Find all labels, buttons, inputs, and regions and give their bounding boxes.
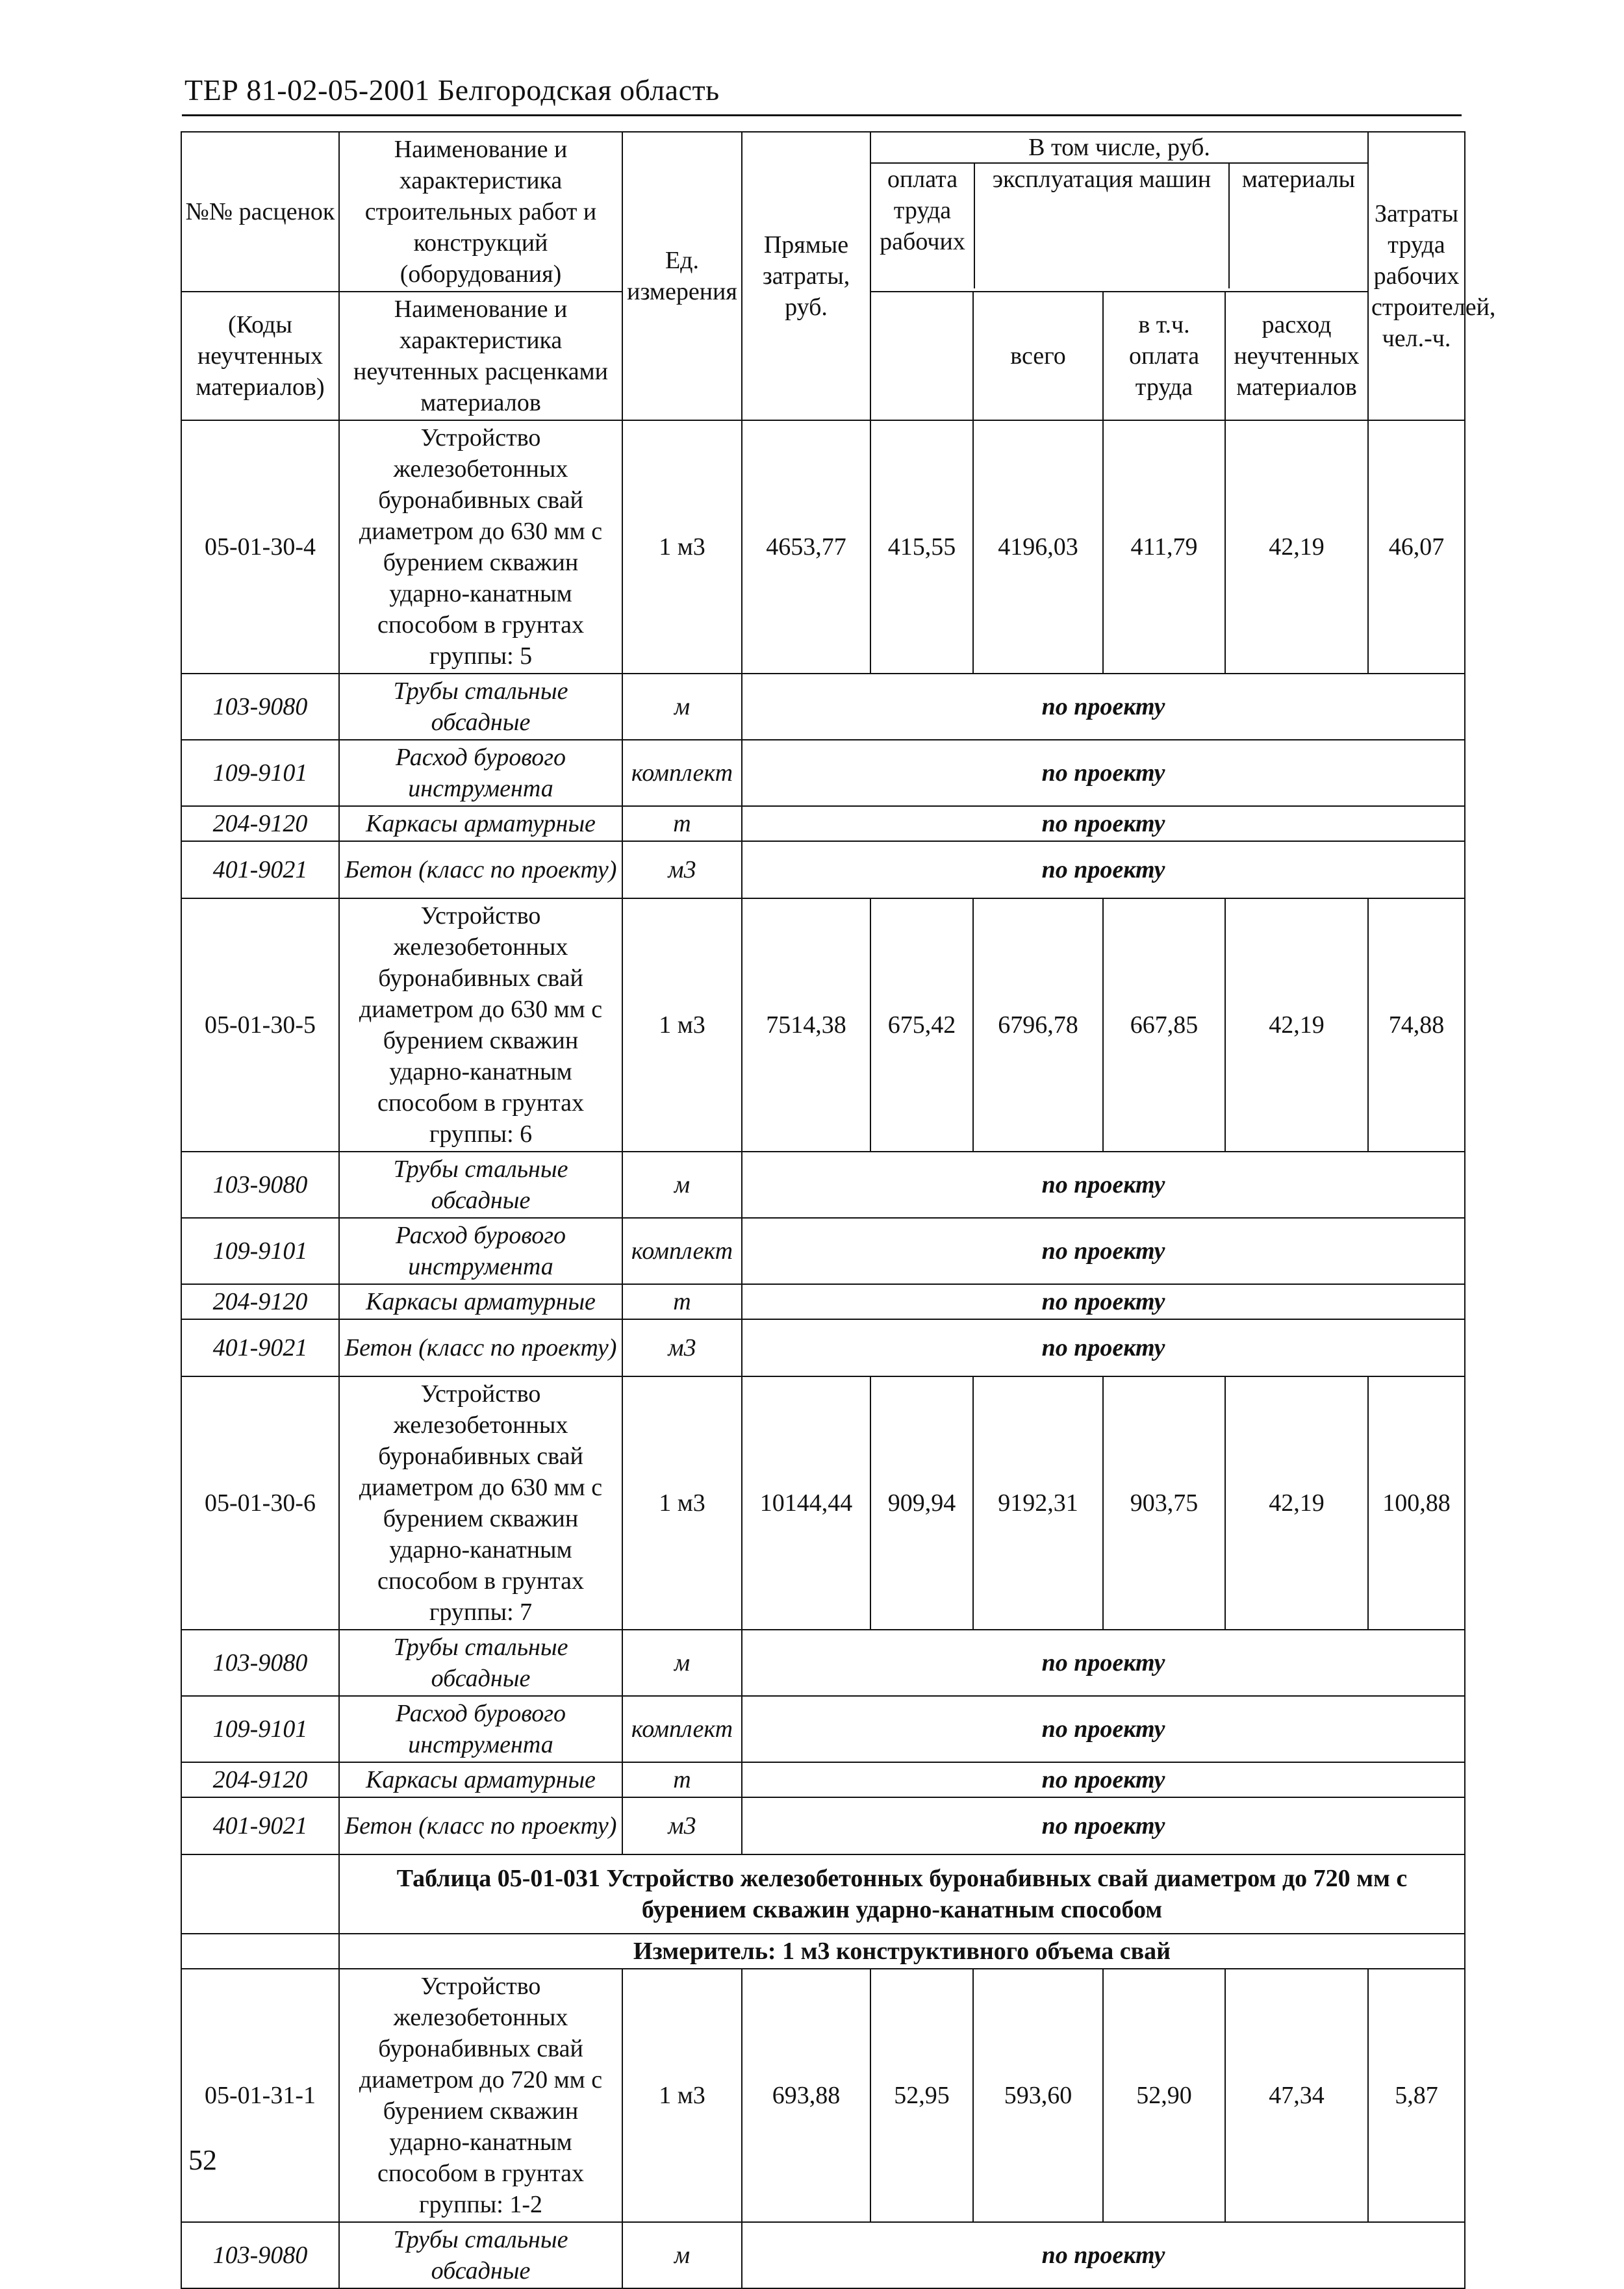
material-value: по проекту <box>742 1696 1465 1762</box>
material-value: по проекту <box>742 2222 1465 2288</box>
material-code: 204-9120 <box>181 806 339 841</box>
material-unit: м3 <box>622 1319 742 1376</box>
rate-labor: 74,88 <box>1368 898 1465 1152</box>
rates-table <box>181 131 1496 2289</box>
material-unit: т <box>622 1284 742 1319</box>
page-number: 52 <box>188 2144 217 2176</box>
rate-materials: 42,19 <box>1225 420 1368 674</box>
col-labor-header: Затраты труда рабочих строителей, чел.-ч. <box>1368 132 1465 420</box>
rate-unit: 1 м3 <box>622 1969 742 2222</box>
material-unit: м <box>622 1630 742 1696</box>
material-row <box>181 1218 1465 1284</box>
material-value: по проекту <box>742 674 1465 740</box>
material-unit: комплект <box>622 1696 742 1762</box>
material-value: по проекту <box>742 806 1465 841</box>
material-value: по проекту <box>742 1630 1465 1696</box>
material-row <box>181 740 1465 806</box>
material-row <box>181 1762 1465 1797</box>
rate-code: 05-01-30-4 <box>181 420 339 674</box>
rate-unit: 1 м3 <box>622 420 742 674</box>
rate-direct: 693,88 <box>742 1969 870 2222</box>
material-unit: комплект <box>622 1218 742 1284</box>
rate-code: 05-01-31-1 <box>181 1969 339 2222</box>
material-row <box>181 1284 1465 1319</box>
rate-code: 05-01-30-6 <box>181 1376 339 1630</box>
col-incl-header: В том числе, руб. <box>871 133 1367 164</box>
rate-wage: 675,42 <box>870 898 973 1152</box>
rate-mach-wage: 411,79 <box>1103 420 1225 674</box>
material-unit: м <box>622 1152 742 1218</box>
rate-name: Устройство железобетонных буронабивных свай диаметром до 720 мм с бурением скважин ударно-канатным способом в грунтах группы: 1-2 <box>339 1969 622 2222</box>
material-name: Каркасы арматурные <box>339 1284 622 1319</box>
rate-direct: 7514,38 <box>742 898 870 1152</box>
material-value: по проекту <box>742 1797 1465 1854</box>
material-value: по проекту <box>742 841 1465 898</box>
material-unit: м <box>622 2222 742 2288</box>
material-row <box>181 1319 1465 1376</box>
material-unit: м3 <box>622 841 742 898</box>
material-value: по проекту <box>742 1284 1465 1319</box>
rate-wage: 415,55 <box>870 420 973 674</box>
page-header: ТЕР 81-02-05-2001 Белгородская область <box>184 73 720 107</box>
material-name: Трубы стальные обсадные <box>339 1630 622 1696</box>
col-direct-header: Прямые затраты, руб. <box>742 132 870 420</box>
rate-mach-total: 593,60 <box>973 1969 1103 2222</box>
rate-labor: 5,87 <box>1368 1969 1465 2222</box>
material-name: Каркасы арматурные <box>339 806 622 841</box>
rate-mach-wage: 903,75 <box>1103 1376 1225 1630</box>
material-unit: комплект <box>622 740 742 806</box>
col-wage-header: оплата труда рабочих <box>871 164 975 288</box>
rate-mach-wage: 52,90 <box>1103 1969 1225 2222</box>
material-value: по проекту <box>742 1319 1465 1376</box>
material-unit: м <box>622 674 742 740</box>
col-mach-wage-header: в т.ч. оплата труда <box>1103 292 1225 420</box>
meter-gap <box>181 1934 339 1969</box>
table-title: Таблица 05-01-031 Устройство железобетонных буронабивных свай диаметром до 720 мм с бурением скважин ударно-канатным способом <box>339 1854 1465 1934</box>
material-name: Расход бурового инструмента <box>339 740 622 806</box>
material-name: Расход бурового инструмента <box>339 1218 622 1284</box>
col-code-alt-header: (Коды неучтенных материалов) <box>181 292 339 420</box>
col-unit-header: Ед. измерения <box>622 132 742 420</box>
material-name: Бетон (класс по проекту) <box>339 1319 622 1376</box>
col-wage-blank <box>870 292 973 420</box>
table-row <box>181 420 1465 674</box>
material-value: по проекту <box>742 740 1465 806</box>
material-row <box>181 841 1465 898</box>
rate-materials: 42,19 <box>1225 898 1368 1152</box>
material-name: Бетон (класс по проекту) <box>339 841 622 898</box>
material-unit: т <box>622 806 742 841</box>
rate-name: Устройство железобетонных буронабивных свай диаметром до 630 мм с бурением скважин ударно-канатным способом в грунтах группы: 7 <box>339 1376 622 1630</box>
rate-direct: 10144,44 <box>742 1376 870 1630</box>
material-name: Каркасы арматурные <box>339 1762 622 1797</box>
material-row <box>181 1630 1465 1696</box>
rate-name: Устройство железобетонных буронабивных свай диаметром до 630 мм с бурением скважин ударно-канатным способом в грунтах группы: 5 <box>339 420 622 674</box>
rate-materials: 42,19 <box>1225 1376 1368 1630</box>
col-code-header: №№ расценок <box>181 132 339 292</box>
rate-mach-total: 6796,78 <box>973 898 1103 1152</box>
table-row <box>181 898 1465 1152</box>
material-name: Трубы стальные обсадные <box>339 1152 622 1218</box>
material-name: Расход бурового инструмента <box>339 1696 622 1762</box>
material-value: по проекту <box>742 1762 1465 1797</box>
material-code: 103-9080 <box>181 674 339 740</box>
material-code: 103-9080 <box>181 1630 339 1696</box>
material-unit: м3 <box>622 1797 742 1854</box>
col-machines-header: эксплуатация машин <box>975 164 1230 288</box>
material-code: 109-9101 <box>181 1696 339 1762</box>
table-meter: Измеритель: 1 м3 конструктивного объема свай <box>339 1934 1465 1969</box>
material-code: 103-9080 <box>181 2222 339 2288</box>
header-rule <box>182 114 1462 116</box>
col-materials-header: материалы <box>1241 166 1356 193</box>
rate-labor: 100,88 <box>1368 1376 1465 1630</box>
rate-direct: 4653,77 <box>742 420 870 674</box>
col-incl-group <box>870 132 1368 292</box>
material-name: Бетон (класс по проекту) <box>339 1797 622 1854</box>
rate-unit: 1 м3 <box>622 1376 742 1630</box>
material-code: 103-9080 <box>181 1152 339 1218</box>
material-name: Трубы стальные обсадные <box>339 674 622 740</box>
material-code: 109-9101 <box>181 740 339 806</box>
material-value: по проекту <box>742 1152 1465 1218</box>
rate-unit: 1 м3 <box>622 898 742 1152</box>
rate-mach-total: 4196,03 <box>973 420 1103 674</box>
material-value: по проекту <box>742 1218 1465 1284</box>
col-name-header: Наименование и характеристика строительных работ и конструкций (оборудования) <box>339 132 622 292</box>
table-title-gap <box>181 1854 339 1934</box>
material-code: 109-9101 <box>181 1218 339 1284</box>
material-code: 204-9120 <box>181 1762 339 1797</box>
material-row <box>181 1797 1465 1854</box>
material-code: 401-9021 <box>181 1319 339 1376</box>
rate-name: Устройство железобетонных буронабивных свай диаметром до 630 мм с бурением скважин ударно-канатным способом в грунтах группы: 6 <box>339 898 622 1152</box>
material-code: 401-9021 <box>181 1797 339 1854</box>
rate-code: 05-01-30-5 <box>181 898 339 1152</box>
rate-wage: 909,94 <box>870 1376 973 1630</box>
table-row <box>181 1376 1465 1630</box>
header-row-1 <box>181 132 1465 292</box>
rate-wage: 52,95 <box>870 1969 973 2222</box>
material-name: Трубы стальные обсадные <box>339 2222 622 2288</box>
col-materials-use-header: расход неучтенных материалов <box>1225 292 1368 420</box>
meter-row <box>181 1934 1465 1969</box>
rate-mach-wage: 667,85 <box>1103 898 1225 1152</box>
rate-materials: 47,34 <box>1225 1969 1368 2222</box>
col-mach-total-header: всего <box>973 292 1103 420</box>
material-unit: т <box>622 1762 742 1797</box>
material-row <box>181 1696 1465 1762</box>
material-row <box>181 806 1465 841</box>
material-row <box>181 1152 1465 1218</box>
material-code: 204-9120 <box>181 1284 339 1319</box>
material-row <box>181 2222 1465 2288</box>
rate-labor: 46,07 <box>1368 420 1465 674</box>
material-row <box>181 674 1465 740</box>
material-code: 401-9021 <box>181 841 339 898</box>
col-name-alt-header: Наименование и характеристика неучтенных расценками материалов <box>339 292 622 420</box>
rate-mach-total: 9192,31 <box>973 1376 1103 1630</box>
table-row <box>181 1969 1465 2222</box>
table-title-row <box>181 1854 1465 1934</box>
